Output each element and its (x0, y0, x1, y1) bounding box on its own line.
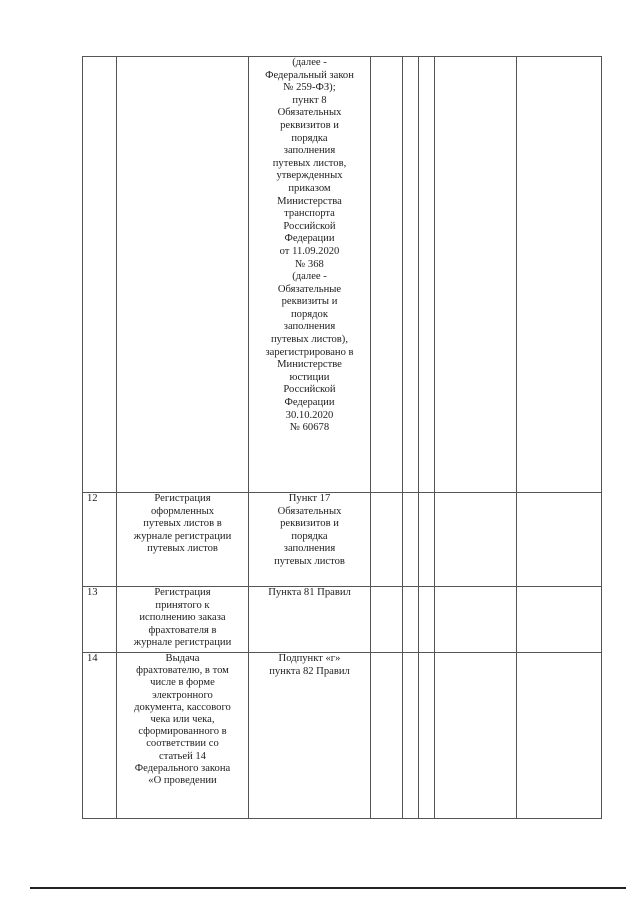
empty-cell (419, 653, 435, 819)
legal-reference-cell: (далее - Федеральный закон № 259-ФЗ); пункт 8 Обязательных реквизитов и порядка заполнения путевых листов, утвержденных приказом Министерства транспорта Российской Федерации от 11.09.2020 № 368 (далее - Обязательные реквизиты и порядок заполнения путевых листов), зарегистрировано в Министерстве юстиции Российской Федерации 30.10.2020 № 60678 (249, 57, 371, 493)
table-row (83, 57, 602, 493)
empty-cell (435, 493, 517, 587)
legal-reference-cell: Пункт 17 Обязательных реквизитов и порядка заполнения путевых листов (249, 493, 371, 587)
row-number: 12 (83, 493, 117, 587)
empty-cell (403, 493, 419, 587)
empty-cell (419, 587, 435, 653)
empty-cell (371, 493, 403, 587)
empty-cell (517, 587, 602, 653)
table-bottom-border (82, 818, 601, 819)
table-row (83, 493, 602, 587)
empty-cell (403, 57, 419, 493)
empty-cell (403, 653, 419, 819)
empty-cell (371, 57, 403, 493)
empty-cell (517, 653, 602, 819)
empty-cell (419, 57, 435, 493)
empty-cell (371, 653, 403, 819)
action-cell: Регистрация принятого к исполнению заказа фрахтователя в журнале регистрации (117, 587, 249, 653)
row-number: 13 (83, 587, 117, 653)
legal-reference-cell: Пункта 81 Правил (249, 587, 371, 653)
empty-cell (517, 493, 602, 587)
empty-cell (435, 587, 517, 653)
row-number: 14 (83, 653, 117, 819)
empty-cell (419, 493, 435, 587)
empty-cell (371, 587, 403, 653)
table-row (83, 587, 602, 653)
requirements-table (82, 56, 602, 819)
empty-cell (517, 57, 602, 493)
table-row (83, 653, 602, 819)
empty-cell (435, 57, 517, 493)
action-cell: Выдача фрахтователю, в том числе в форме электронного документа, кассового чека или чека, сформированного в соответствии со статьей 14 Федерального закона «О проведении (117, 653, 249, 819)
page-footer-rule (30, 887, 626, 889)
action-cell: Регистрация оформленных путевых листов в журнале регистрации путевых листов (117, 493, 249, 587)
action-cell (117, 57, 249, 493)
empty-cell (403, 587, 419, 653)
row-number (83, 57, 117, 493)
legal-reference-cell: Подпункт «г» пункта 82 Правил (249, 653, 371, 819)
empty-cell (435, 653, 517, 819)
